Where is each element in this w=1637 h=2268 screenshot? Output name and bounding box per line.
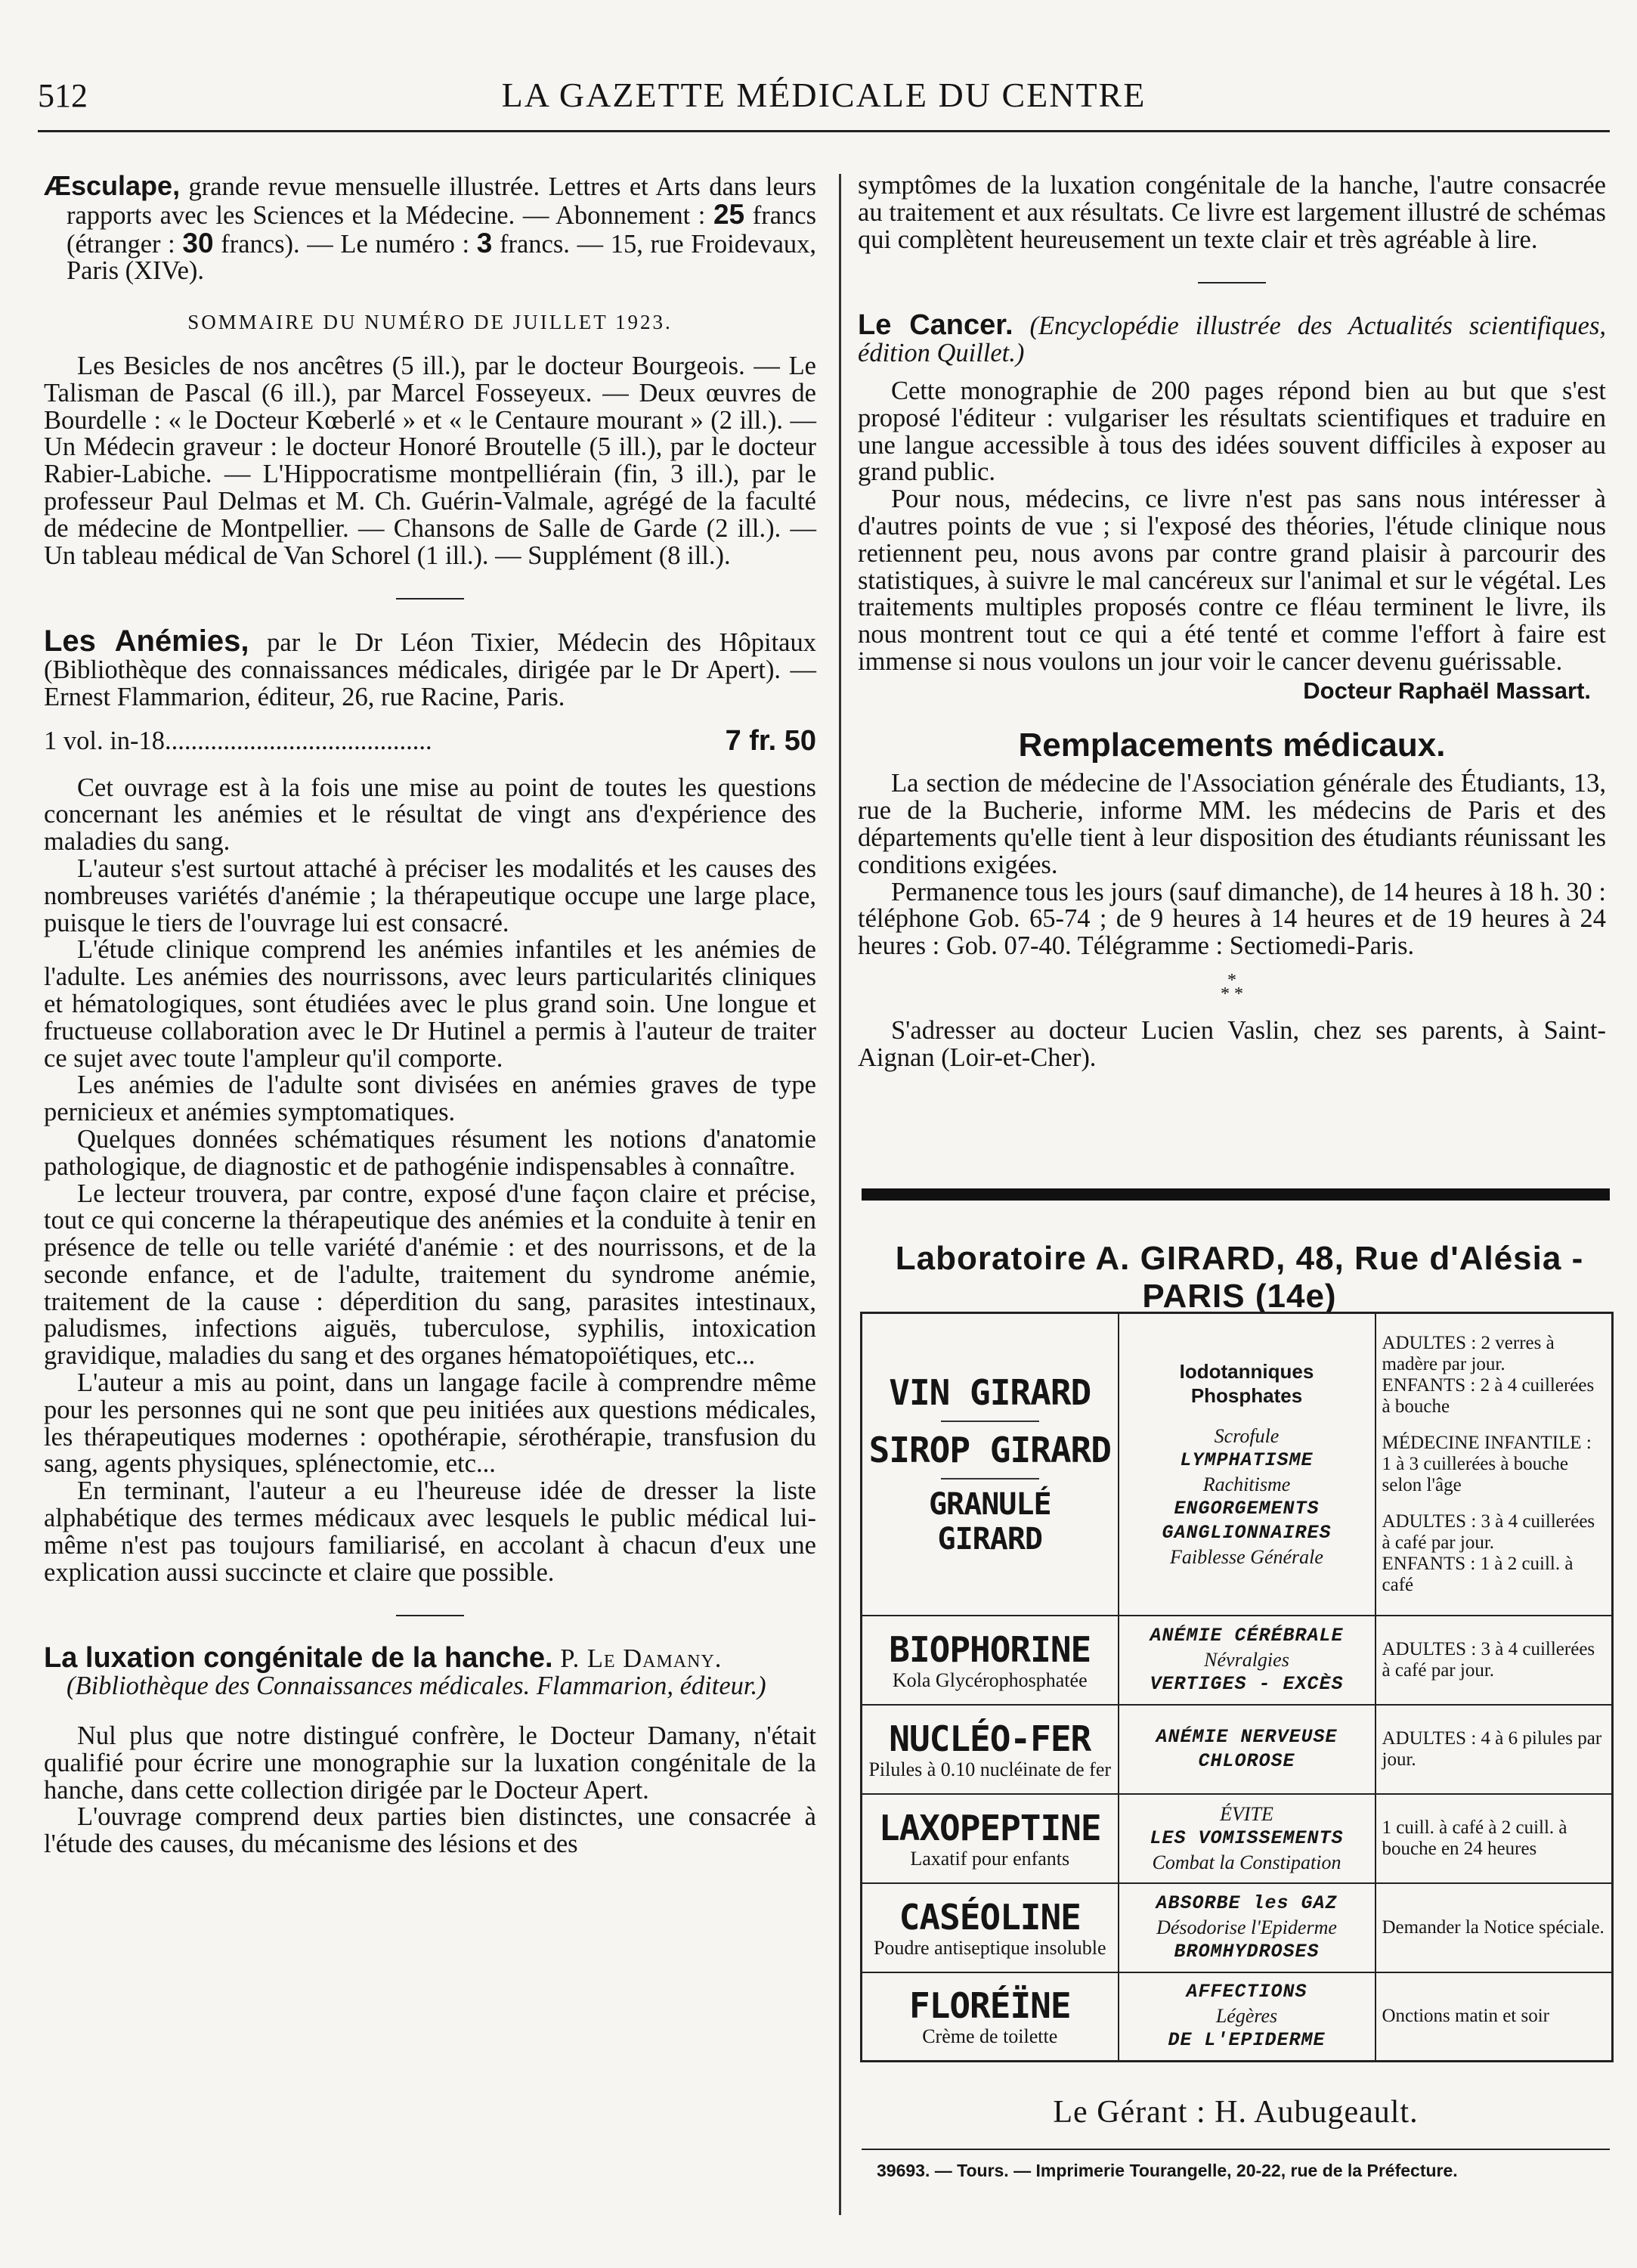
esculape-title: Æsculape,	[44, 170, 181, 201]
divider	[941, 1478, 1039, 1479]
remplacements-text	[858, 770, 1606, 960]
anemies-price: 7 fr. 50	[725, 724, 816, 757]
luxation-review	[44, 1723, 816, 1858]
dose: ENFANTS : 1 à 2 cuill. à café	[1382, 1553, 1574, 1595]
dose: ADULTES : 3 à 4 cuillerées à café par jour.	[1382, 1638, 1595, 1681]
girard-indications	[1119, 1313, 1376, 1616]
left-column	[44, 172, 816, 1858]
column-rule	[839, 174, 841, 2215]
indication: GANGLIONNAIRES	[1162, 1521, 1332, 1544]
ad-row-girard	[862, 1313, 1613, 1616]
paragraph: Les anémies de l'adulte sont divisées en anémies graves de type pernicieux et anémies symptomatiques.	[44, 1070, 816, 1127]
product-sub: Crème de toilette	[922, 2025, 1058, 2048]
journal-title: LA GAZETTE MÉDICALE DU CENTRE	[501, 76, 1147, 114]
running-header	[38, 72, 1610, 125]
printer-rule	[862, 2149, 1610, 2150]
product-nucleo-fer: NUCLÉO-FER	[889, 1718, 1091, 1759]
indication: Faiblesse Générale	[1170, 1545, 1323, 1568]
indication: AFFECTIONS	[1186, 1981, 1307, 2003]
cancer-desc: (Encyclopédie illustrée des Actualités scientifiques, édition Quillet.)	[858, 311, 1606, 368]
luxation-author: P. Le Damany.	[552, 1644, 723, 1674]
luxation-notice	[44, 1642, 816, 1675]
indication: BROMHYDROSES	[1174, 1940, 1320, 1963]
separator	[396, 598, 464, 600]
dose: MÉDECINE INFANTILE : 1 à 3 cuillerées à bouche selon l'âge	[1382, 1432, 1592, 1495]
girard-products	[862, 1313, 1119, 1616]
luxation-desc: (Bibliothèque des Connaissances médicales. Flammarion, éditeur.)	[67, 1672, 766, 1701]
paragraph: En terminant, l'auteur a eu l'heureuse idée de dresser la liste alphabétique des termes médicaux avec lesquels le public médical lui-même n'est pas toujours familiarisé, en accolant à chacun d'eux une explication aussi succincte et claire que possible.	[44, 1476, 816, 1587]
indication: ABSORBE les GAZ	[1156, 1892, 1338, 1914]
right-column	[858, 172, 1606, 1072]
indication: VERTIGES - EXCÈS	[1150, 1672, 1344, 1695]
paragraph: Quelques données schématiques résument les notions d'anatomie pathologique, de diagnostic et de pathogénie indispensables à connaître.	[44, 1124, 816, 1181]
product-sub: Pilules à 0.10 nucléinate de fer	[868, 1758, 1112, 1780]
dose: ADULTES : 3 à 4 cuillerées à café par jour.	[1382, 1510, 1595, 1553]
paragraph: Pour nous, médecins, ce livre n'est pas sans nous intéresser à d'autres points de vue ; si l'exposé des théories, l'étude clinique nous retiennent peu, nous avons par contre grand plaisir à parcourir des statistiques, à suivre le mal cancéreux sur l'animal et sur le végétal. Les traitements multiples proposés contre ce fléau terminent le livre, ils nous montrent tout ce qui a été tenté et comme l'effort à faire est immense si nous voulons un jour voir le cancer devenu guérissable.	[858, 485, 1606, 676]
paragraph: L'auteur s'est surtout attaché à préciser les modalités et les causes des nombreuses variétés d'anémie ; la thérapeutique occupe une large place, puisque le tiers de l'ouvrage lui est consacré.	[44, 854, 816, 937]
indication: ANÉMIE CÉRÉBRALE	[1150, 1624, 1344, 1647]
indication: DE L'EPIDERME	[1168, 2029, 1326, 2052]
esculape-mid-1: francs (étranger :	[67, 200, 817, 259]
sommaire-text: Les Besicles de nos ancêtres (5 ill.), par le docteur Bourgeois. — Le Talisman de Pascal (6 ill.), par Marcel Fosseyeux. — Deux œuvres de Bourdelle : « le Docteur Kœberlé » et « le Centaure mourant » (2 ill.). — Un Médecin graveur : le docteur Honoré Broutelle (5 ill.), par le docteur Rabier-Labiche. — L'Hippocratisme montpelliérain (fin, 3 ill.), par le professeur Paul Delmas et M. Ch. Guérin-Valmale, agrégé de la faculté de médecine de Montpellier. — Chansons de Salle de Garde (2 ill.). — Un tableau médical de Van Schorel (1 ill.). — Supplément (8 ill.).	[44, 351, 816, 570]
dose: Onctions matin et soir	[1382, 2006, 1549, 2027]
esculape-desc: grande revue mensuelle illustrée. Lettres et Arts dans leurs rapports avec les Sciences et la Médecine. — Abonnement :	[67, 172, 816, 230]
luxation-title: La luxation congénitale de la hanche.	[44, 1642, 553, 1675]
indication: Désodorise l'Epiderme	[1156, 1916, 1337, 1938]
sommaire-heading: SOMMAIRE DU NUMÉRO DE JUILLET 1923.	[187, 311, 673, 334]
anemies-notice	[44, 624, 816, 711]
anemies-desc: par le Dr Léon Tixier, Médecin des Hôpitaux (Bibliothèque des connaissances médicales, dirigée par le Dr Apert). — Ernest Flammarion, éditeur, 26, rue Racine, Paris.	[44, 628, 816, 711]
remplacements-adresse: S'adresser au docteur Lucien Vaslin, chez ses parents, à Saint-Aignan (Loir-et-Cher).	[858, 1015, 1606, 1072]
asterism	[858, 970, 1606, 1004]
anemies-review	[44, 775, 816, 1587]
product-sub: Kola Glycérophosphatée	[892, 1668, 1088, 1691]
separator	[1198, 282, 1266, 284]
girard-doses	[1376, 1313, 1613, 1616]
indication: ANÉMIE NERVEUSE	[1156, 1725, 1338, 1748]
asterism-text: * * *	[1221, 970, 1243, 1004]
paragraph: Cet ouvrage est à la fois une mise au point de toutes les questions concernant les anémies et le résultat de vingt ans d'expérience des maladies du sang.	[44, 773, 816, 857]
separator	[396, 1615, 464, 1616]
ad-row-floreine	[862, 1972, 1613, 2062]
printer-line: 39693. — Tours. — Imprimerie Tourangelle, 20-22, rue de la Préfecture.	[877, 2161, 1458, 2180]
divider	[941, 1421, 1039, 1422]
product-granule-girard: GRANULÉ GIRARD	[928, 1486, 1051, 1557]
anemies-price-line	[44, 724, 816, 757]
cancer-title: Le Cancer.	[858, 309, 1013, 342]
paragraph: Cette monographie de 200 pages répond bien au but que s'est proposé l'éditeur : vulgariser les résultats scientifiques et traduire en une langue accessible à tous des idées souvent difficiles à exposer au grand public.	[858, 376, 1606, 487]
dose: ADULTES : 2 verres à madère par jour.	[1382, 1332, 1555, 1374]
indication: Légères	[1215, 2005, 1278, 2028]
esculape-price-1: 25	[713, 198, 745, 230]
remplacements-heading: Remplacements médicaux.	[1018, 726, 1446, 764]
anemies-volume: 1 vol. in-18.........................................	[44, 726, 432, 755]
cancer-signature: Docteur Raphaël Massart.	[1303, 677, 1591, 704]
esculape-price-2: 30	[182, 227, 214, 259]
esculape-mid-2: francs). — Le numéro :	[213, 229, 477, 259]
ad-row-laxopeptine	[862, 1794, 1613, 1883]
paragraph: L'auteur a mis au point, dans un langage facile à comprendre même pour les personnes qui ne sont que peu initiées aux questions médicales, les thérapeutiques modernes : opothérapie, sérothérapie, transfusion du sang, agents physiques, splénectomie, etc...	[44, 1368, 816, 1479]
indication: LYMPHATISME	[1180, 1448, 1314, 1471]
product-sub: Laxatif pour enfants	[910, 1847, 1070, 1870]
page-number: 512	[38, 77, 88, 114]
product-laxopeptine: LAXOPEPTINE	[878, 1807, 1101, 1848]
esculape-notice	[44, 172, 816, 285]
indication: Iodotanniques	[1179, 1359, 1314, 1383]
dose: ADULTES : 4 à 6 pilules par jour.	[1382, 1727, 1602, 1770]
product-caseoline: CASÉOLINE	[899, 1896, 1081, 1938]
ad-heading: Laboratoire A. GIRARD, 48, Rue d'Alésia - PARIS (14e)	[895, 1240, 1584, 1315]
ad-table	[860, 1312, 1614, 2062]
ad-row-caseoline	[862, 1883, 1613, 1972]
paragraph: Nul plus que notre distingué confrère, le Docteur Damany, n'était qualifié pour écrire une monographie sur la luxation congénitale de la hanche, dans cette collection dirigée par le Docteur Apert.	[44, 1721, 816, 1805]
product-sub: Poudre antiseptique insoluble	[873, 1936, 1106, 1959]
esculape-end: francs. — 15, rue Froidevaux, Paris (XIVe).	[67, 229, 817, 286]
dose: 1 cuill. à café à 2 cuill. à bouche en 24 heures	[1382, 1817, 1567, 1859]
anemies-title: Les Anémies,	[44, 624, 249, 658]
ad-top-bar	[862, 1188, 1610, 1201]
ad-row-nucleo-fer	[862, 1705, 1613, 1794]
gerant-line: Le Gérant : H. Aubugeault.	[1053, 2095, 1419, 2130]
indication: Névralgies	[1204, 1648, 1289, 1671]
dose: ENFANTS : 2 à 4 cuillerées à bouche	[1382, 1374, 1595, 1417]
ad-row-biophorine	[862, 1616, 1613, 1705]
paragraph: Le lecteur trouvera, par contre, exposé d'une façon claire et précise, tout ce qui concerne la thérapeutique des anémies et la conduite à tenir en présence de telle ou telle variété d'anémie : et des nourrissons, et de la seconde enfance, et de l'adulte, traitement du syndrome anémie, traitement de la cause : déperdition du sang, parasites intestinaux, paludismes, infections aiguës, tuberculose, syphilis, intoxication gravidique, maladies du sang et des organes hématopoïétiques, etc...	[44, 1179, 816, 1371]
indication: Combat la Constipation	[1152, 1851, 1341, 1873]
indication: ÉVITE	[1220, 1802, 1273, 1825]
cancer-review	[858, 378, 1606, 676]
cancer-notice	[858, 309, 1606, 368]
indication: CHLOROSE	[1198, 1749, 1295, 1772]
indication: Phosphates	[1190, 1383, 1303, 1407]
paragraph: L'ouvrage comprend deux parties bien distinctes, une consacrée à l'étude des causes, du mécanisme des lésions et des	[44, 1802, 816, 1859]
indication: Scrofule	[1214, 1424, 1280, 1447]
product-biophorine: BIOPHORINE	[889, 1628, 1091, 1670]
esculape-price-3: 3	[476, 227, 493, 259]
dose: Demander la Notice spéciale.	[1382, 1916, 1605, 1938]
product-sirop-girard: SIROP GIRARD	[868, 1429, 1111, 1470]
product-vin-girard: VIN GIRARD	[889, 1371, 1091, 1413]
indication: Rachitisme	[1202, 1473, 1291, 1495]
paragraph: Permanence tous les jours (sauf dimanche), de 14 heures à 18 h. 30 : téléphone Gob. 65-74 ; de 9 heures à 14 heures et de 19 heures à 24 heures : Gob. 07-40. Télégramme : Sectiomedi-Paris.	[858, 877, 1606, 961]
header-rule	[38, 130, 1610, 132]
indication: LES VOMISSEMENTS	[1150, 1826, 1344, 1849]
paragraph: La section de médecine de l'Association générale des Étudiants, 13, rue de la Bucherie, informe MM. les médecins de Paris et des départements qu'elle tient à leur disposition des étudiants réunissant les conditions exigées.	[858, 769, 1606, 879]
paragraph: L'étude clinique comprend les anémies infantiles et les anémies de l'adulte. Les anémies des nourrissons, avec leurs particularités cliniques et hématologiques, sont étudiées avec le plus grand soin. Une longue et fructueuse collaboration avec le Dr Hutinel a permis à l'auteur de traiter ce sujet avec toute l'ampleur qu'il comporte.	[44, 935, 816, 1073]
product-floreine: FLORÉÏNE	[908, 1985, 1071, 2027]
indication: ENGORGEMENTS	[1174, 1497, 1320, 1520]
luxation-continued: symptômes de la luxation congénitale de la hanche, l'autre consacrée au traitement et aux résultats. Ce livre est largement illustré de schémas qui complètent heureusement un texte clair et très agréable à lire.	[858, 171, 1606, 254]
